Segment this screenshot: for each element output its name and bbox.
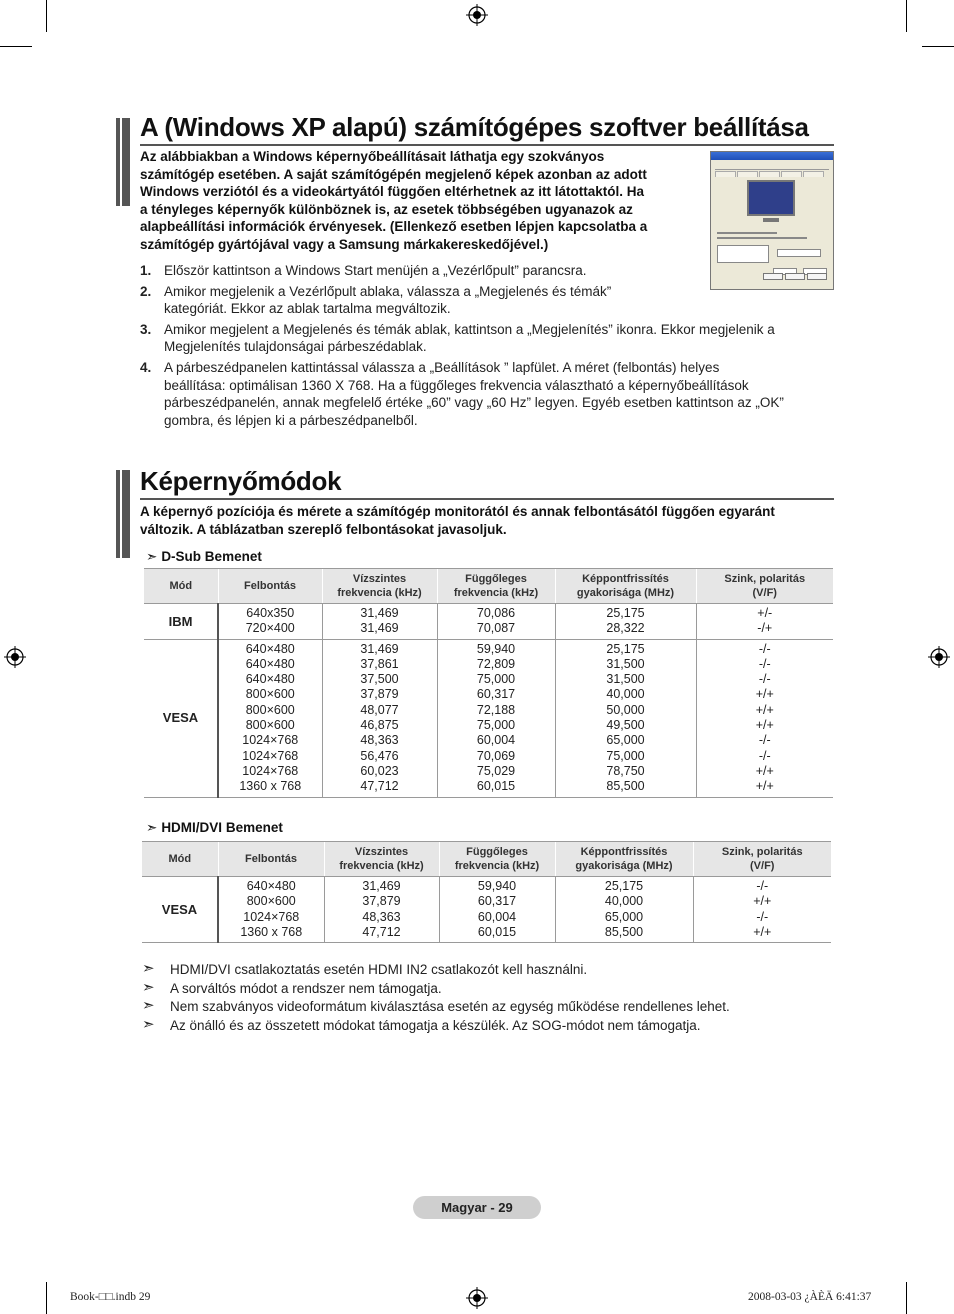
table-row <box>144 639 833 797</box>
step-line: Amikor megjelenik a Vezérlőpult ablaka, válassza a „Megjelenés és témák” <box>164 283 612 299</box>
intro-line: számítógép esetében. A saját számítógépén megjelenő képek azonban az adott <box>140 166 647 182</box>
screenshot-resolution-box <box>717 245 769 263</box>
col-header: Képpontfrissítés gyakorisága (MHz) <box>555 842 693 877</box>
crop-mark <box>922 46 954 47</box>
vfreq-cell: 70,086 70,087 <box>437 604 555 640</box>
vfreq-cell: 59,940 72,809 75,000 60,317 72,188 75,000 60,004 70,069 75,029 60,015 <box>437 639 555 797</box>
hfreq-cell: 31,469 37,879 48,363 47,712 <box>324 877 439 943</box>
col-header: Felbontás <box>218 569 322 604</box>
resolution-cell: 640×480 640×480 640×480 800×600 800×600 800×600 1024×768 1024×768 1024×768 1360 x 768 <box>218 639 322 797</box>
dsub-label: ➣ D-Sub Bemenet <box>146 549 262 564</box>
mode-cell: IBM <box>144 604 218 640</box>
step-item <box>140 262 830 280</box>
resolution-cell: 640×480 800×600 1024×768 1360 x 768 <box>218 877 324 943</box>
col-header: Függőleges frekvencia (kHz) <box>439 842 555 877</box>
note-item: ➣ Nem szabványos videoformátum kiválasztása esetén az egység működése rendellenes lehet. <box>142 997 730 1014</box>
col-header: Mód <box>142 842 218 877</box>
table-header-row <box>142 842 831 877</box>
table-row <box>142 877 831 943</box>
col-header: Függőleges frekvencia (kHz) <box>437 569 555 604</box>
vfreq-cell: 59,940 60,317 60,004 60,015 <box>439 877 555 943</box>
section1-intro <box>140 148 700 254</box>
table-row <box>144 604 833 640</box>
pixel-clock-cell: 25,175 40,000 65,000 85,500 <box>555 877 693 943</box>
arrow-icon: ➣ <box>146 549 158 564</box>
mode-cell: VESA <box>142 877 218 943</box>
intro-line: Windows verziótól és a videokártyától függően eltérhetnek az itt látottaktól. Ha <box>140 184 644 200</box>
crop-mark <box>906 0 907 32</box>
step-line: A párbeszédpanelen kattintással válassza a „Beállítások ” lapfület. A méret (felbontás) helyes <box>164 359 720 375</box>
step-line: Amikor megjelent a Megjelenés és témák ablak, kattintson a „Megjelenítés” ikonra. Ekkor megjelenik a <box>164 321 775 337</box>
section-title-screen-modes: Képernyőmódok <box>140 466 342 496</box>
pixel-clock-cell: 25,175 31,500 31,500 40,000 50,000 49,500 65,000 75,000 78,750 85,500 <box>555 639 696 797</box>
step-number: 1. <box>140 263 152 278</box>
col-header: Vízszintes frekvencia (kHz) <box>324 842 439 877</box>
arrow-icon: ➣ <box>142 1015 155 1033</box>
intro-line: alapbeállítási információk érvényesek. (Ellenkező esetben lépjen kapcsolatba a <box>140 219 648 235</box>
sync-cell: +/- -/+ <box>696 604 833 640</box>
arrow-icon: ➣ <box>146 820 158 835</box>
step-number: 2. <box>140 283 152 299</box>
pixel-clock-cell: 25,175 28,322 <box>555 604 696 640</box>
section-marker <box>116 470 130 558</box>
hdmi-label: ➣ HDMI/DVI Bemenet <box>146 820 283 835</box>
intro-line: Az alábbiakban a Windows képernyőbeállításait láthatja egy szokványos <box>140 149 605 164</box>
registration-mark-icon <box>928 646 950 668</box>
dsub-table <box>144 568 833 798</box>
screenshot-color-select <box>777 249 821 257</box>
col-header: Mód <box>144 569 218 604</box>
step-item <box>140 359 830 429</box>
intro-line: számítógép gyártójával vagy a Samsung márkakereskedőjével.) <box>140 236 549 252</box>
col-header: Szink, polaritás (V/F) <box>693 842 831 877</box>
notes-list <box>142 961 730 1035</box>
intro-line: a tényleges képernyők különböznek is, az esetek többségében ugyanazok az <box>140 201 633 217</box>
crop-mark <box>906 1282 907 1314</box>
hdmi-table <box>142 841 831 943</box>
step-number: 4. <box>140 359 152 375</box>
step-line: kategóriát. Ekkor az ablak tartalma megváltozik. <box>164 301 451 317</box>
screenshot-text-line <box>717 237 807 239</box>
registration-mark-icon <box>466 4 488 26</box>
print-slug-left: Book-□□.indb 29 <box>70 1291 151 1303</box>
sync-cell: -/- +/+ -/- +/+ <box>693 877 831 943</box>
arrow-icon: ➣ <box>142 978 155 996</box>
note-item: ➣ HDMI/DVI csatlakoztatás esetén HDMI IN2 csatlakozót kell használni. <box>142 960 588 977</box>
intro-line: változik. A táblázatban szereplő felbontásokat javasoljuk. <box>140 521 507 537</box>
monitor-stand <box>763 218 779 222</box>
screenshot-tabs <box>715 164 829 170</box>
arrow-icon: ➣ <box>142 997 155 1014</box>
col-header: Felbontás <box>218 842 324 877</box>
note-item: ➣ A sorváltós módot a rendszer nem támogatja. <box>142 978 442 996</box>
step-line: Megjelenítés tulajdonságai párbeszédablak. <box>164 339 427 355</box>
col-header: Vízszintes frekvencia (kHz) <box>322 569 437 604</box>
screenshot-text-line <box>717 232 777 234</box>
section-rule <box>140 498 834 500</box>
col-header: Szink, polaritás (V/F) <box>696 569 833 604</box>
crop-mark <box>0 46 32 47</box>
screenshot-titlebar <box>711 152 833 160</box>
section-rule <box>140 144 834 146</box>
step-line: Először kattintson a Windows Start menüjén a „Vezérlőpult” parancsra. <box>164 263 587 278</box>
note-item: ➣ Az önálló és az összetett módokat támogatja a készülék. Az SOG-módot nem támogatja. <box>142 1015 701 1033</box>
registration-mark-icon <box>4 646 26 668</box>
col-header: Képpontfrissítés gyakorisága (MHz) <box>555 569 696 604</box>
step-item <box>140 283 830 318</box>
print-slug-right: 2008-03-03 ¿ÀÈÄ 6:41:37 <box>748 1291 872 1303</box>
step-item <box>140 321 830 356</box>
monitor-icon <box>747 180 795 216</box>
section2-intro <box>140 503 834 538</box>
section-title-software: A (Windows XP alapú) számítógépes szoftver beállítása <box>140 112 809 142</box>
mode-cell: VESA <box>144 639 218 797</box>
hfreq-cell: 31,469 37,861 37,500 37,879 48,077 46,875 48,363 56,476 60,023 47,712 <box>322 639 437 797</box>
step-line: gombra, és lépjen ki a párbeszédpanelből. <box>164 412 418 428</box>
section-marker <box>116 118 130 206</box>
page-number: Magyar - 29 <box>413 1196 541 1219</box>
intro-line: A képernyő pozíciója és mérete a számítógép monitorától és annak felbontásától függően egyaránt <box>140 504 775 519</box>
crop-mark <box>46 0 47 32</box>
step-line: párbeszédpanelén, annak megfelelő értéke „60” vagy „60 Hz” legyen. Egyéb esetben kattintson az „OK” <box>164 395 784 411</box>
sync-cell: -/- -/- -/- +/+ +/+ +/+ -/- -/- +/+ +/+ <box>696 639 833 797</box>
crop-mark <box>46 1282 47 1314</box>
step-line: beállítása: optimálisan 1360 X 768. Ha a függőleges frekvencia választható a képernyőbeállítások <box>164 377 749 393</box>
steps-list <box>140 262 830 432</box>
step-number: 3. <box>140 321 152 337</box>
registration-mark-icon <box>466 1287 488 1309</box>
resolution-cell: 640x350 720×400 <box>218 604 322 640</box>
hfreq-cell: 31,469 31,469 <box>322 604 437 640</box>
table-header-row <box>144 569 833 604</box>
arrow-icon: ➣ <box>142 960 155 977</box>
